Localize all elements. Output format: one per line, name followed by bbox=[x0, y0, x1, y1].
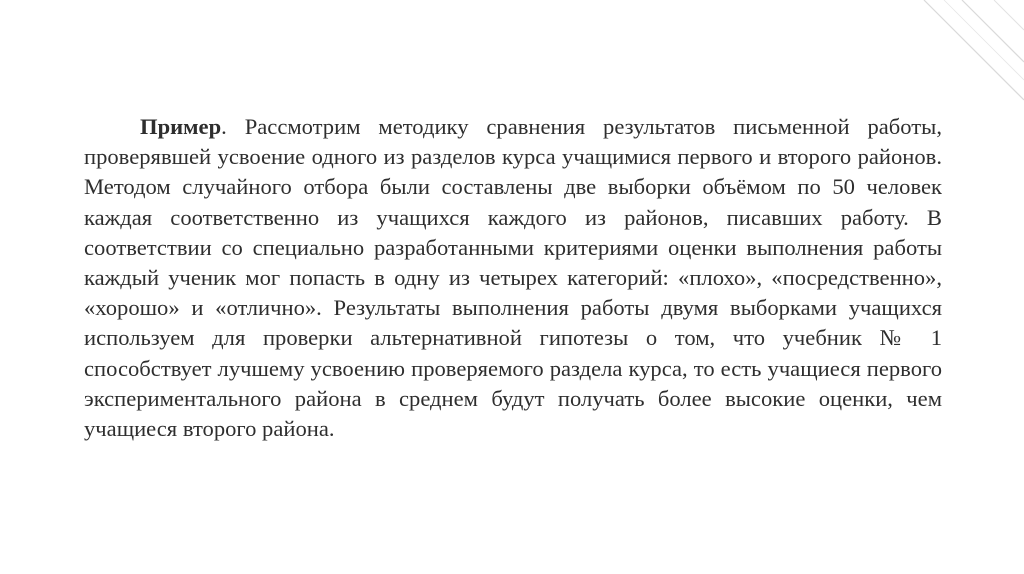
paragraph-body: . Рассмотрим методику сравнения результатов письменной работы, проверявшей усвоение одного из разделов курса учащимися первого и второго районов. Методом случайного отбора были составлены две выборки объёмом по 50 человек каждая соответственно из учащихся каждого из районов, писавших работу. В соответствии со специально разработанными критериями оценки выполнения работы каждый ученик мог попасть в одну из четырех категорий: «плохо», «посредственно», «хорошо» и «отлично». Результаты выполнения работы двумя выборками учащихся используем для проверки альтернативной гипотезы о том, что учебник № 1 способствует лучшему усвоению проверяемого раздела курса, то есть учащиеся первого экспериментального района в среднем будут получать более высокие оценки, чем учащиеся второго района. bbox=[84, 114, 942, 442]
lead-word: Пример bbox=[140, 114, 222, 139]
example-paragraph bbox=[84, 112, 942, 444]
corner-decoration bbox=[884, 0, 1024, 110]
slide-content bbox=[84, 112, 942, 444]
